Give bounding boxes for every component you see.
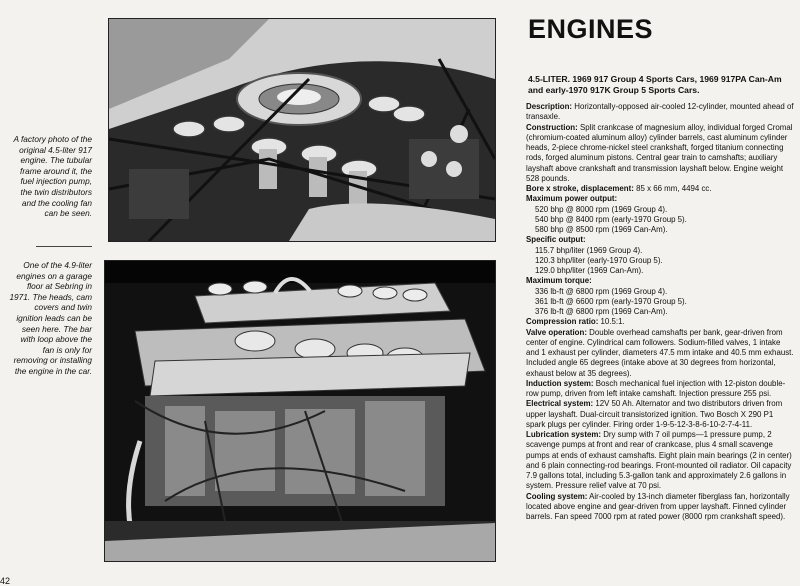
- spec-label: Lubrication system:: [526, 430, 601, 439]
- spec-bore-stroke: [526, 184, 794, 194]
- spec-cooling: [526, 492, 794, 523]
- spec-text: 12V 50 Ah. Alternator and two distributors driven from upper layshaft. Dual-circuit transistorized ignition. Two Bosch X 290 P1 spark plugs per cylinder. Firing order 1-9-5-12-3-8-6-10-2-7-4-11.: [526, 399, 783, 429]
- spec-list: [526, 102, 794, 522]
- spec-text: 85 x 66 mm, 4494 cc.: [636, 184, 712, 193]
- spec-description: [526, 102, 794, 123]
- spec-line: 120.3 bhp/liter (early-1970 Group 5).: [535, 255, 663, 265]
- spec-valve: [526, 328, 794, 379]
- photo-caption-bottom: One of the 4.9-liter engines on a garage floor at Sebring in 1971. The heads, cam covers and twin ignition leads can be seen here. The bar with loop above the fan is only for removing or installing the engine in the car.: [9, 260, 92, 376]
- spec-line: 115.7 bhp/liter (1969 Group 4).: [535, 245, 643, 255]
- spec-text: Bosch mechanical fuel injection with 12-piston double-row pump, driven from left intake camshaft. Injection pressure 255 psi.: [526, 378, 786, 398]
- spec-text: Horizontally-opposed air-cooled 12-cylinder, mounted ahead of transaxle.: [526, 102, 794, 122]
- spec-label: Valve operation:: [526, 327, 587, 337]
- spec-label: Compression ratio:: [526, 317, 599, 327]
- spec-label: Description:: [526, 102, 573, 111]
- section-subhead: 4.5-LITER. 1969 917 Group 4 Sports Cars, 1969 917PA Can-Am and early-1970 917K Group 5 Sports Cars.: [528, 74, 782, 95]
- spec-line: 129.0 bhp/liter (1969 Can-Am).: [535, 266, 644, 275]
- spec-compression: [526, 317, 794, 327]
- spec-label: Electrical system:: [526, 399, 594, 409]
- page-number: 42: [0, 576, 11, 586]
- spec-label: Bore x stroke, displacement:: [526, 184, 634, 193]
- spec-label: Induction system:: [526, 378, 594, 388]
- spec-torque: [526, 276, 794, 317]
- engine-frame-photo: [108, 18, 496, 242]
- spec-construction: [526, 123, 794, 185]
- spec-induction: [526, 379, 794, 400]
- spec-lubrication: [526, 430, 794, 492]
- spec-power: [526, 194, 794, 235]
- spec-line: 336 lb-ft @ 6800 rpm (1969 Group 4).: [535, 286, 668, 296]
- page-title: ENGINES: [528, 14, 654, 44]
- spec-label: Maximum torque:: [526, 276, 592, 286]
- spec-label: Maximum power output:: [526, 194, 618, 204]
- spec-line: 376 lb-ft @ 6800 rpm (1969 Can-Am).: [535, 307, 668, 316]
- spec-label: Specific output:: [526, 235, 586, 245]
- spec-text: Dry sump with 7 oil pumps—1 pressure pump, 2 scavenge pumps at front and rear of crankcase, plus 4 small scavenge pumps at ends of exhaust camshafts. Eight plain main bearings (2 in center) and 6 plain connecting-rod bearings. Front-mounted oil radiator. Oil capacity 7.9 gallons total, including 5.3-gallon tank and approximately 2.6 gallons in system. Pressure relief valve at 70 psi.: [526, 430, 792, 491]
- photo-caption-top: A factory photo of the original 4.5-liter 917 engine. The tubular frame around it, the fuel injection pump, the twin distributors and the cooling fan can be seen.: [13, 134, 92, 219]
- spec-text: Double overhead camshafts per bank, gear-driven from center of engine. Cylindrical cam followers. Sodium-filled valves, 1 intake and 1 exhaust per cylinder, diameters 47.5 mm intake and 40.5 mm exhaust. Included angle 65 degrees (intake above at 30 degrees from horizontal, exhaust below at 35 degrees).: [526, 327, 794, 378]
- spec-line: 580 bhp @ 8500 rpm (1969 Can-Am).: [535, 225, 668, 234]
- engine-garage-photo: [104, 260, 496, 562]
- caption-divider: [36, 246, 92, 247]
- spec-line: 361 lb-ft @ 6600 rpm (early-1970 Group 5).: [535, 296, 687, 306]
- spec-electrical: [526, 399, 794, 430]
- spec-line: 520 bhp @ 8000 rpm (1969 Group 4).: [535, 204, 668, 214]
- spec-text: Air-cooled by 13-inch diameter fiberglass fan, horizontally located above engine and gear-driven from upper layshaft. Finned cylinder barrels. Fan speed 7000 rpm at rated power (8000 rpm crankshaft speed).: [526, 491, 790, 521]
- spec-label: Construction:: [526, 122, 578, 132]
- spec-text: Split crankcase of magnesium alloy, individual forged Cromal (chromium-coated aluminum alloy) cylinder barrels, cast aluminum cylinder heads, 2-piece chrome-nickel steel crankshaft, forged titanium connecting rods, forged aluminum pistons. Central gear train to camshafts; auxiliary layshaft above crankshaft and transmission layshaft below. Engine weight 528 pounds.: [526, 122, 793, 183]
- spec-label: Cooling system:: [526, 491, 588, 501]
- spec-specific-output: [526, 235, 794, 276]
- spec-line: 540 bhp @ 8400 rpm (early-1970 Group 5).: [535, 214, 687, 224]
- spec-text: 10.5:1.: [600, 317, 625, 327]
